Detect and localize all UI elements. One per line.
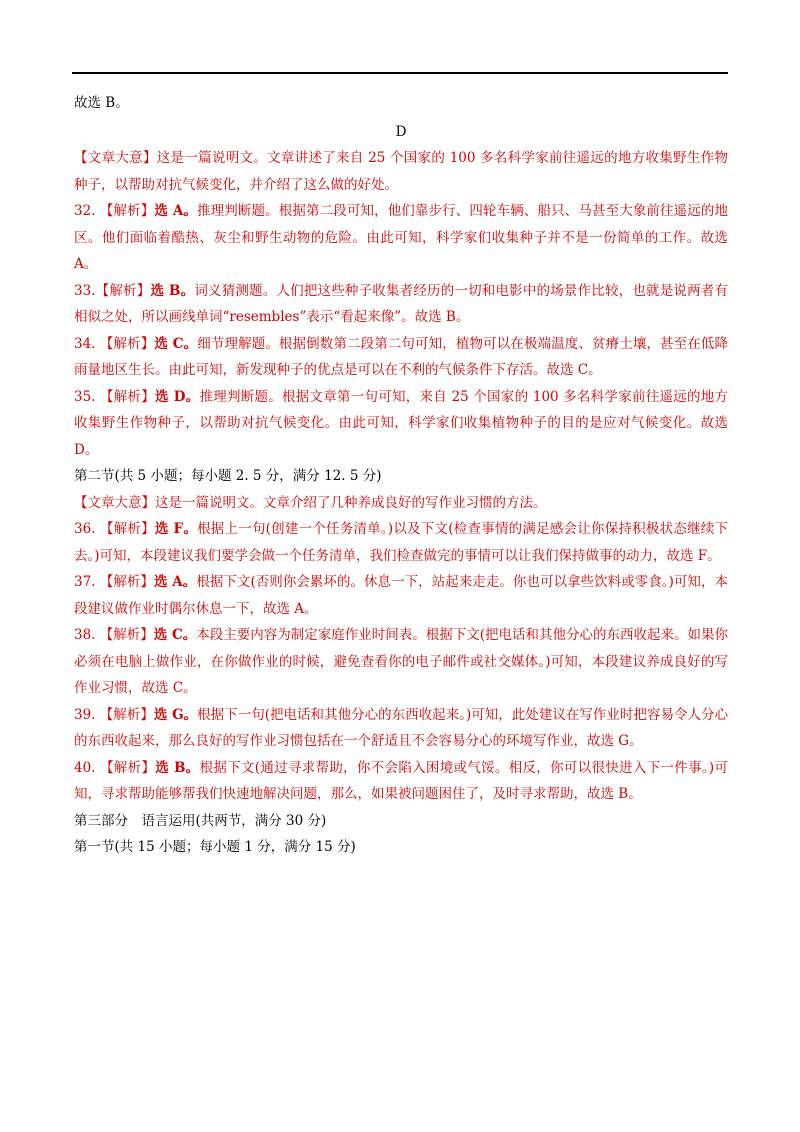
analysis-tag: 【解析】 xyxy=(99,203,155,219)
item-number: 36. xyxy=(74,521,96,537)
analysis-text: 推理判断题。根据第二段可知，他们靠步行、四轮车辆、船只、马甚至大象前往遥远的地区。他们面临着酷热、灰尘和野生动物的危险。由此可知，科学家们收集种子并不是一份简单的工作。故选 A。 xyxy=(74,203,729,272)
analysis-tag: 【解析】 xyxy=(95,282,151,299)
item-number: 35. xyxy=(74,388,96,405)
part-3-heading: 第三部分 语言运用(共两节，满分 30 分) xyxy=(74,812,327,829)
item-number: 37. xyxy=(74,574,96,590)
passage-summary-section2 xyxy=(74,490,728,517)
conclusion-line: 故选 B。 xyxy=(74,95,129,111)
answer-choice: 选 G。 xyxy=(153,706,198,723)
item-number: 39. xyxy=(74,706,96,723)
answer-choice: 选 B。 xyxy=(150,282,195,299)
analysis-text: 细节理解题。根据倒数第二段第二句可知，植物可以在极端温度、贫瘠土壤，甚至在低降雨量地区生长。由此可知，新发现种子的优点是可以在不利的气候条件下存活。故选 C。 xyxy=(74,335,729,378)
answer-choice: 选 B。 xyxy=(155,759,200,776)
section-letter: D xyxy=(395,123,407,140)
section-2-heading: 第二节(共 5 小题；每小题 2. 5 分，满分 12. 5 分) xyxy=(74,468,382,484)
analysis-tag: 【解析】 xyxy=(100,759,156,776)
item-number: 32. xyxy=(74,203,96,219)
analysis-tag: 【解析】 xyxy=(99,574,154,590)
item-number: 34. xyxy=(74,335,96,352)
analysis-tag: 【解析】 xyxy=(100,521,155,537)
answer-choice: 选 F。 xyxy=(154,521,198,537)
answer-choice: 选 C。 xyxy=(153,627,197,643)
part-3-section-1-heading: 第一节(共 15 小题；每小题 1 分，满分 15 分) xyxy=(74,839,356,855)
answer-choice: 选 A。 xyxy=(153,574,197,590)
answer-choice: 选 C。 xyxy=(154,335,198,352)
answer-item-37 xyxy=(74,569,728,622)
answer-item-38 xyxy=(74,622,728,702)
summary-tag: 【文章大意】 xyxy=(74,150,157,166)
summary-text: 这是一篇说明文。文章介绍了几种养成良好的写作业习惯的方法。 xyxy=(155,494,547,511)
analysis-tag: 【解析】 xyxy=(99,335,155,352)
analysis-text: 根据下文(通过寻求帮助，你不会陷入困境或气馁。相反，你可以很快进入下一件事。)可知，寻求帮助能够帮我们快速地解决问题，那么，如果被问题困住了，及时寻求帮助，故选 B。 xyxy=(74,759,728,802)
answer-choice: 选 A。 xyxy=(154,203,198,219)
analysis-tag: 【解析】 xyxy=(99,706,154,723)
analysis-text: 推理判断题。根据文章第一句可知，来自 25 个国家的 100 多名科学家前往遥远的地方收集野生作物种子，以帮助对抗气候变化。由此可知，科学家们收集植物种子的目的是应对气候变化。故选 D。 xyxy=(74,388,728,458)
summary-text: 这是一篇说明文。文章讲述了来自 25 个国家的 100 多名科学家前往遥远的地方收集野生作物种子，以帮助对抗气候变化，并介绍了这么做的好处。 xyxy=(74,150,728,193)
answer-item-34 xyxy=(74,331,728,384)
answer-item-35 xyxy=(74,384,728,464)
passage-summary-d xyxy=(74,145,728,198)
analysis-text: 词义猜测题。人们把这些种子收集者经历的一切和电影中的场景作比较，也就是说两者有相似之处，所以画线单词“resembles”表示“看起来像”。故选 B。 xyxy=(74,282,728,325)
analysis-text: 根据下文(否则你会累坏的。休息一下，站起来走走。你也可以拿些饮料或零食。)可知，本段建议做作业时偶尔休息一下，故选 A。 xyxy=(74,574,728,617)
analysis-tag: 【解析】 xyxy=(100,388,156,405)
answer-item-36 xyxy=(74,516,728,569)
answer-item-32 xyxy=(74,198,728,278)
answer-item-33 xyxy=(74,278,728,331)
header-rule xyxy=(72,72,728,74)
item-number: 40. xyxy=(74,759,96,776)
answer-choice: 选 D。 xyxy=(155,388,200,405)
answer-item-39 xyxy=(74,702,728,755)
answer-item-40 xyxy=(74,755,728,808)
answer-explanations xyxy=(74,90,728,861)
summary-tag: 【文章大意】 xyxy=(74,494,155,511)
item-number: 38. xyxy=(74,627,96,643)
item-number: 33. xyxy=(74,282,96,299)
analysis-text: 根据下一句(把电话和其他分心的东西收起来。)可知，此处建议在写作业时把容易令人分心的东西收起来，那么良好的写作业习惯包括在一个舒适且不会容易分心的环境写作业，故选 G。 xyxy=(74,706,729,749)
analysis-tag: 【解析】 xyxy=(99,627,154,643)
analysis-text: 本段主要内容为制定家庭作业时间表。根据下文(把电话和其他分心的东西收起来。如果你必须在电脑上做作业，在你做作业的时候，避免查看你的电子邮件或社交媒体。)可知，本段建议养成良好的写作业习惯，故选 C。 xyxy=(74,627,728,696)
analysis-text: 根据上一句(创建一个任务清单。)以及下文(检查事情的满足感会让你保持积极状态继续下去。)可知，本段建议我们要学会做一个任务清单，我们检查做完的事情可以让我们保持做事的动力，故选 F。 xyxy=(74,521,728,564)
